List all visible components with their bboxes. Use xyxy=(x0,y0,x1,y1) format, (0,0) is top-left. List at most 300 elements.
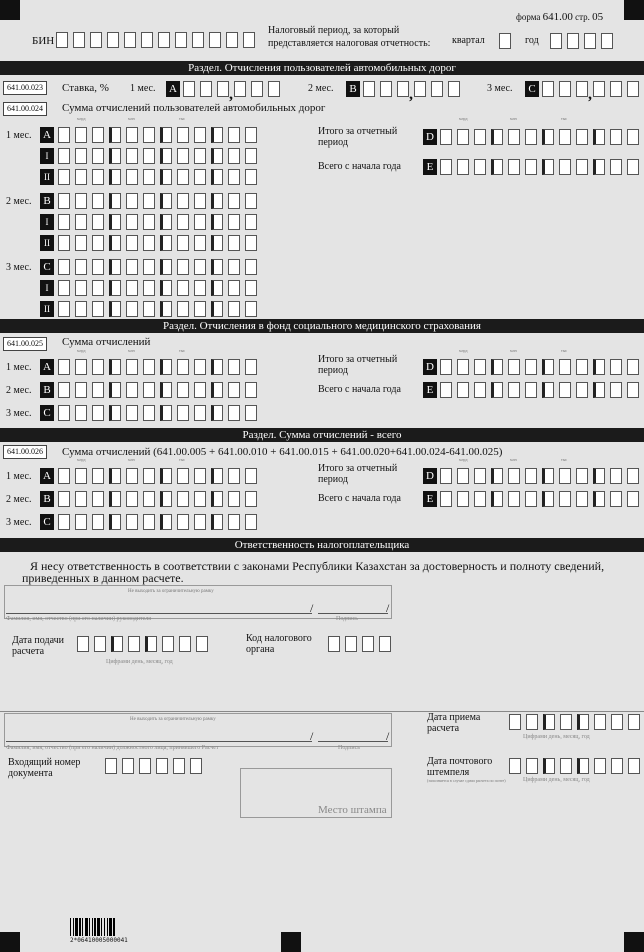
digit-box[interactable] xyxy=(611,714,623,730)
digit-box[interactable] xyxy=(508,468,520,484)
digit-box[interactable] xyxy=(124,32,136,48)
digit-box[interactable] xyxy=(177,169,189,185)
digit-box[interactable] xyxy=(194,235,206,251)
digit-box[interactable] xyxy=(211,127,223,143)
digit-box[interactable] xyxy=(474,468,486,484)
digit-box[interactable] xyxy=(211,491,223,507)
digit-box[interactable] xyxy=(143,301,155,317)
digit-box[interactable] xyxy=(109,235,121,251)
digit-box[interactable] xyxy=(228,169,240,185)
digit-box[interactable] xyxy=(234,81,246,97)
digit-box[interactable] xyxy=(593,159,605,175)
digit-box[interactable] xyxy=(194,491,206,507)
digit-box[interactable] xyxy=(107,32,119,48)
digit-box[interactable] xyxy=(245,491,257,507)
digit-box[interactable] xyxy=(593,468,605,484)
digit-box[interactable] xyxy=(576,491,588,507)
digit-box[interactable] xyxy=(109,127,121,143)
digit-box[interactable] xyxy=(126,148,138,164)
digit-box[interactable] xyxy=(143,491,155,507)
digit-box[interactable] xyxy=(126,514,138,530)
digit-box[interactable] xyxy=(560,714,572,730)
digit-box[interactable] xyxy=(143,382,155,398)
digit-box[interactable] xyxy=(75,127,87,143)
digit-box[interactable] xyxy=(183,81,195,97)
digit-box[interactable] xyxy=(177,468,189,484)
digit-box[interactable] xyxy=(143,280,155,296)
digit-box[interactable] xyxy=(559,159,571,175)
digit-box[interactable] xyxy=(211,382,223,398)
digit-box[interactable] xyxy=(610,491,622,507)
digit-box[interactable] xyxy=(268,81,280,97)
digit-box[interactable] xyxy=(245,359,257,375)
digit-box[interactable] xyxy=(58,235,70,251)
digit-box[interactable] xyxy=(126,301,138,317)
digit-box[interactable] xyxy=(457,159,469,175)
digit-box[interactable] xyxy=(126,259,138,275)
digit-box[interactable] xyxy=(160,468,172,484)
digit-box[interactable] xyxy=(627,382,639,398)
digit-box[interactable] xyxy=(628,758,640,774)
digit-box[interactable] xyxy=(194,169,206,185)
digit-box[interactable] xyxy=(525,491,537,507)
digit-box[interactable] xyxy=(173,758,185,774)
digit-box[interactable] xyxy=(576,468,588,484)
digit-box[interactable] xyxy=(345,636,357,652)
digit-box[interactable] xyxy=(363,81,375,97)
digit-box[interactable] xyxy=(508,359,520,375)
digit-box[interactable] xyxy=(362,636,374,652)
digit-box[interactable] xyxy=(559,491,571,507)
digit-box[interactable] xyxy=(126,491,138,507)
digit-box[interactable] xyxy=(109,193,121,209)
digit-box[interactable] xyxy=(109,491,121,507)
digit-box[interactable] xyxy=(525,129,537,145)
digit-box[interactable] xyxy=(457,359,469,375)
digit-box[interactable] xyxy=(560,758,572,774)
digit-box[interactable] xyxy=(577,758,589,774)
digit-box[interactable] xyxy=(58,127,70,143)
digit-box[interactable] xyxy=(177,359,189,375)
digit-box[interactable] xyxy=(508,491,520,507)
digit-box[interactable] xyxy=(576,382,588,398)
digit-box[interactable] xyxy=(177,382,189,398)
digit-box[interactable] xyxy=(211,235,223,251)
digit-box[interactable] xyxy=(92,359,104,375)
digit-box[interactable] xyxy=(508,129,520,145)
digit-box[interactable] xyxy=(380,81,392,97)
digit-box[interactable] xyxy=(211,169,223,185)
digit-box[interactable] xyxy=(160,301,172,317)
digit-box[interactable] xyxy=(245,214,257,230)
digit-box[interactable] xyxy=(75,359,87,375)
digit-box[interactable] xyxy=(457,382,469,398)
digit-box[interactable] xyxy=(559,81,571,97)
digit-box[interactable] xyxy=(448,81,460,97)
digit-box[interactable] xyxy=(245,169,257,185)
digit-box[interactable] xyxy=(177,259,189,275)
digit-box[interactable] xyxy=(77,636,89,652)
digit-box[interactable] xyxy=(109,301,121,317)
digit-box[interactable] xyxy=(156,758,168,774)
digit-box[interactable] xyxy=(577,714,589,730)
digit-box[interactable] xyxy=(594,714,606,730)
digit-box[interactable] xyxy=(627,129,639,145)
digit-box[interactable] xyxy=(109,169,121,185)
digit-box[interactable] xyxy=(194,280,206,296)
digit-box[interactable] xyxy=(92,148,104,164)
digit-box[interactable] xyxy=(194,301,206,317)
digit-box[interactable] xyxy=(75,468,87,484)
digit-box[interactable] xyxy=(145,636,157,652)
digit-box[interactable] xyxy=(109,359,121,375)
digit-box[interactable] xyxy=(576,129,588,145)
digit-box[interactable] xyxy=(58,359,70,375)
digit-box[interactable] xyxy=(542,159,554,175)
digit-box[interactable] xyxy=(75,382,87,398)
digit-box[interactable] xyxy=(211,468,223,484)
digit-box[interactable] xyxy=(58,214,70,230)
digit-box[interactable] xyxy=(143,169,155,185)
digit-box[interactable] xyxy=(245,301,257,317)
digit-box[interactable] xyxy=(245,514,257,530)
digit-box[interactable] xyxy=(474,382,486,398)
digit-box[interactable] xyxy=(160,235,172,251)
digit-box[interactable] xyxy=(58,491,70,507)
digit-box[interactable] xyxy=(593,129,605,145)
digit-box[interactable] xyxy=(75,301,87,317)
digit-box[interactable] xyxy=(593,382,605,398)
digit-box[interactable] xyxy=(75,193,87,209)
digit-box[interactable] xyxy=(160,193,172,209)
digit-box[interactable] xyxy=(92,301,104,317)
digit-box[interactable] xyxy=(139,758,151,774)
digit-box[interactable] xyxy=(491,359,503,375)
digit-box[interactable] xyxy=(160,280,172,296)
digit-box[interactable] xyxy=(228,127,240,143)
digit-box[interactable] xyxy=(109,148,121,164)
digit-box[interactable] xyxy=(126,193,138,209)
digit-box[interactable] xyxy=(143,359,155,375)
digit-box[interactable] xyxy=(75,514,87,530)
digit-box[interactable] xyxy=(542,382,554,398)
digit-box[interactable] xyxy=(194,359,206,375)
digit-box[interactable] xyxy=(228,301,240,317)
digit-box[interactable] xyxy=(58,405,70,421)
digit-box[interactable] xyxy=(194,214,206,230)
digit-box[interactable] xyxy=(228,193,240,209)
digit-box[interactable] xyxy=(627,159,639,175)
digit-box[interactable] xyxy=(194,468,206,484)
digit-box[interactable] xyxy=(109,514,121,530)
digit-box[interactable] xyxy=(525,382,537,398)
digit-box[interactable] xyxy=(160,214,172,230)
digit-box[interactable] xyxy=(126,127,138,143)
digit-box[interactable] xyxy=(209,32,221,48)
digit-box[interactable] xyxy=(491,491,503,507)
digit-box[interactable] xyxy=(525,359,537,375)
digit-box[interactable] xyxy=(610,81,622,97)
digit-box[interactable] xyxy=(109,468,121,484)
digit-box[interactable] xyxy=(126,468,138,484)
digit-box[interactable] xyxy=(414,81,426,97)
digit-box[interactable] xyxy=(474,491,486,507)
digit-box[interactable] xyxy=(211,280,223,296)
digit-box[interactable] xyxy=(226,32,238,48)
digit-box[interactable] xyxy=(245,148,257,164)
digit-box[interactable] xyxy=(92,405,104,421)
digit-box[interactable] xyxy=(75,491,87,507)
digit-box[interactable] xyxy=(75,235,87,251)
digit-box[interactable] xyxy=(542,81,554,97)
digit-box[interactable] xyxy=(58,148,70,164)
digit-box[interactable] xyxy=(92,514,104,530)
digit-box[interactable] xyxy=(58,259,70,275)
digit-box[interactable] xyxy=(92,235,104,251)
digit-box[interactable] xyxy=(628,714,640,730)
digit-box[interactable] xyxy=(610,382,622,398)
digit-box[interactable] xyxy=(542,359,554,375)
digit-box[interactable] xyxy=(94,636,106,652)
digit-box[interactable] xyxy=(58,301,70,317)
digit-box[interactable] xyxy=(245,468,257,484)
digit-box[interactable] xyxy=(160,382,172,398)
digit-box[interactable] xyxy=(126,382,138,398)
digit-box[interactable] xyxy=(160,405,172,421)
digit-box[interactable] xyxy=(593,491,605,507)
digit-box[interactable] xyxy=(559,382,571,398)
digit-box[interactable] xyxy=(491,129,503,145)
digit-box[interactable] xyxy=(508,382,520,398)
digit-box[interactable] xyxy=(576,159,588,175)
digit-box[interactable] xyxy=(440,129,452,145)
digit-box[interactable] xyxy=(109,280,121,296)
digit-box[interactable] xyxy=(128,636,140,652)
digit-box[interactable] xyxy=(58,514,70,530)
digit-box[interactable] xyxy=(92,468,104,484)
digit-box[interactable] xyxy=(627,81,639,97)
digit-box[interactable] xyxy=(440,468,452,484)
digit-box[interactable] xyxy=(228,468,240,484)
digit-box[interactable] xyxy=(177,491,189,507)
digit-box[interactable] xyxy=(211,259,223,275)
digit-box[interactable] xyxy=(92,127,104,143)
digit-box[interactable] xyxy=(228,259,240,275)
digit-box[interactable] xyxy=(90,32,102,48)
digit-box[interactable] xyxy=(440,491,452,507)
digit-box[interactable] xyxy=(143,259,155,275)
digit-box[interactable] xyxy=(584,33,596,49)
digit-box[interactable] xyxy=(109,214,121,230)
digit-box[interactable] xyxy=(593,81,605,97)
digit-box[interactable] xyxy=(228,491,240,507)
digit-box[interactable] xyxy=(58,382,70,398)
digit-box[interactable] xyxy=(200,81,212,97)
digit-box[interactable] xyxy=(92,193,104,209)
digit-box[interactable] xyxy=(143,193,155,209)
digit-box[interactable] xyxy=(160,127,172,143)
digit-box[interactable] xyxy=(143,235,155,251)
digit-box[interactable] xyxy=(92,382,104,398)
digit-box[interactable] xyxy=(610,468,622,484)
digit-box[interactable] xyxy=(559,468,571,484)
digit-box[interactable] xyxy=(508,159,520,175)
digit-box[interactable] xyxy=(75,148,87,164)
digit-box[interactable] xyxy=(56,32,68,48)
digit-box[interactable] xyxy=(192,32,204,48)
digit-box[interactable] xyxy=(196,636,208,652)
digit-box[interactable] xyxy=(211,148,223,164)
digit-box[interactable] xyxy=(601,33,613,49)
digit-box[interactable] xyxy=(211,193,223,209)
digit-box[interactable] xyxy=(122,758,134,774)
digit-box[interactable] xyxy=(397,81,409,97)
digit-box[interactable] xyxy=(58,169,70,185)
digit-box[interactable] xyxy=(440,159,452,175)
digit-box[interactable] xyxy=(228,359,240,375)
digit-box[interactable] xyxy=(440,382,452,398)
digit-box[interactable] xyxy=(457,491,469,507)
digit-box[interactable] xyxy=(576,81,588,97)
digit-box[interactable] xyxy=(211,301,223,317)
digit-box[interactable] xyxy=(177,514,189,530)
digit-box[interactable] xyxy=(440,359,452,375)
digit-box[interactable] xyxy=(211,514,223,530)
digit-box[interactable] xyxy=(542,129,554,145)
digit-box[interactable] xyxy=(491,468,503,484)
digit-box[interactable] xyxy=(431,81,443,97)
digit-box[interactable] xyxy=(611,758,623,774)
digit-box[interactable] xyxy=(141,32,153,48)
digit-box[interactable] xyxy=(105,758,117,774)
digit-box[interactable] xyxy=(92,491,104,507)
digit-box[interactable] xyxy=(559,359,571,375)
digit-box[interactable] xyxy=(109,382,121,398)
digit-box[interactable] xyxy=(143,514,155,530)
digit-box[interactable] xyxy=(92,280,104,296)
digit-box[interactable] xyxy=(228,280,240,296)
digit-box[interactable] xyxy=(474,359,486,375)
digit-box[interactable] xyxy=(58,280,70,296)
digit-box[interactable] xyxy=(543,714,555,730)
digit-box[interactable] xyxy=(158,32,170,48)
digit-box[interactable] xyxy=(211,214,223,230)
digit-box[interactable] xyxy=(194,405,206,421)
digit-box[interactable] xyxy=(177,148,189,164)
digit-box[interactable] xyxy=(627,359,639,375)
digit-box[interactable] xyxy=(194,382,206,398)
digit-box[interactable] xyxy=(542,491,554,507)
digit-box[interactable] xyxy=(245,127,257,143)
digit-box[interactable] xyxy=(245,193,257,209)
digit-box[interactable] xyxy=(474,129,486,145)
digit-box[interactable] xyxy=(160,259,172,275)
digit-box[interactable] xyxy=(177,127,189,143)
digit-box[interactable] xyxy=(109,405,121,421)
digit-box[interactable] xyxy=(509,714,521,730)
digit-box[interactable] xyxy=(228,382,240,398)
digit-box[interactable] xyxy=(58,468,70,484)
digit-box[interactable] xyxy=(177,235,189,251)
digit-box[interactable] xyxy=(610,129,622,145)
digit-box[interactable] xyxy=(160,491,172,507)
digit-box[interactable] xyxy=(177,405,189,421)
digit-box[interactable] xyxy=(177,193,189,209)
digit-box[interactable] xyxy=(228,514,240,530)
digit-box[interactable] xyxy=(526,714,538,730)
digit-box[interactable] xyxy=(245,235,257,251)
digit-box[interactable] xyxy=(194,127,206,143)
digit-box[interactable] xyxy=(73,32,85,48)
digit-box[interactable] xyxy=(75,259,87,275)
digit-box[interactable] xyxy=(217,81,229,97)
digit-box[interactable] xyxy=(175,32,187,48)
digit-box[interactable] xyxy=(75,405,87,421)
digit-box[interactable] xyxy=(593,359,605,375)
digit-box[interactable] xyxy=(126,280,138,296)
digit-box[interactable] xyxy=(211,359,223,375)
quarter-field[interactable] xyxy=(499,33,511,49)
digit-box[interactable] xyxy=(211,405,223,421)
digit-box[interactable] xyxy=(58,193,70,209)
digit-box[interactable] xyxy=(126,405,138,421)
digit-box[interactable] xyxy=(143,148,155,164)
digit-box[interactable] xyxy=(75,280,87,296)
digit-box[interactable] xyxy=(126,214,138,230)
digit-box[interactable] xyxy=(245,259,257,275)
digit-box[interactable] xyxy=(126,359,138,375)
digit-box[interactable] xyxy=(143,468,155,484)
digit-box[interactable] xyxy=(245,405,257,421)
digit-box[interactable] xyxy=(92,169,104,185)
digit-box[interactable] xyxy=(177,280,189,296)
digit-box[interactable] xyxy=(194,259,206,275)
digit-box[interactable] xyxy=(543,758,555,774)
digit-box[interactable] xyxy=(160,359,172,375)
digit-box[interactable] xyxy=(179,636,191,652)
digit-box[interactable] xyxy=(162,636,174,652)
digit-box[interactable] xyxy=(177,214,189,230)
digit-box[interactable] xyxy=(109,259,121,275)
digit-box[interactable] xyxy=(610,159,622,175)
digit-box[interactable] xyxy=(627,468,639,484)
digit-box[interactable] xyxy=(194,514,206,530)
digit-box[interactable] xyxy=(491,159,503,175)
digit-box[interactable] xyxy=(75,169,87,185)
digit-box[interactable] xyxy=(594,758,606,774)
digit-box[interactable] xyxy=(228,214,240,230)
digit-box[interactable] xyxy=(576,359,588,375)
digit-box[interactable] xyxy=(126,235,138,251)
digit-box[interactable] xyxy=(126,169,138,185)
digit-box[interactable] xyxy=(627,491,639,507)
digit-box[interactable] xyxy=(228,235,240,251)
digit-box[interactable] xyxy=(194,148,206,164)
digit-box[interactable] xyxy=(245,280,257,296)
digit-box[interactable] xyxy=(194,193,206,209)
digit-box[interactable] xyxy=(457,129,469,145)
digit-box[interactable] xyxy=(190,758,202,774)
digit-box[interactable] xyxy=(509,758,521,774)
digit-box[interactable] xyxy=(525,159,537,175)
digit-box[interactable] xyxy=(610,359,622,375)
digit-box[interactable] xyxy=(143,214,155,230)
digit-box[interactable] xyxy=(567,33,579,49)
digit-box[interactable] xyxy=(243,32,255,48)
digit-box[interactable] xyxy=(111,636,123,652)
digit-box[interactable] xyxy=(245,382,257,398)
digit-box[interactable] xyxy=(160,514,172,530)
